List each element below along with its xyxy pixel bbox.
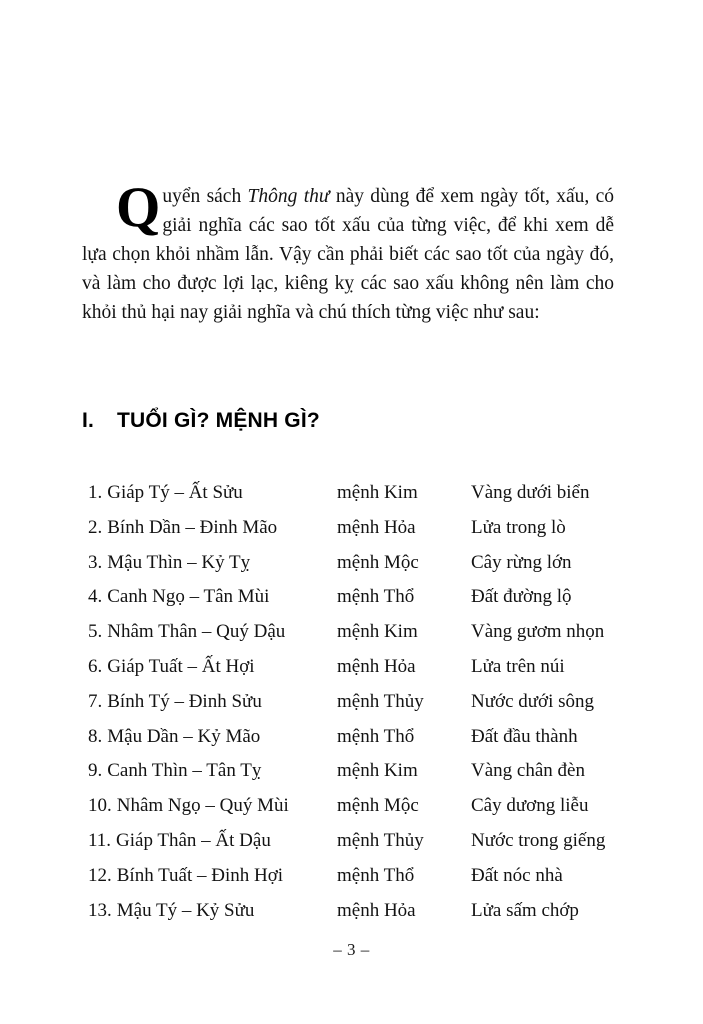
entry-row (88, 546, 628, 581)
entry-row (88, 894, 628, 929)
entry-pair-cell (88, 546, 250, 581)
entry-element-cell: mệnh Kim (337, 760, 418, 782)
entry-pair-label: Bính Tý – Đinh Sửu (107, 690, 262, 712)
entry-meaning-cell: Lửa sấm chớp (471, 899, 579, 921)
entry-meaning-cell: Vàng chân đèn (471, 760, 585, 782)
entry-element-cell: mệnh Thủy (337, 829, 424, 851)
entry-pair-label: Mậu Thìn – Kỷ Tỵ (107, 551, 251, 573)
intro-text-after-title: này dùng để xem ngày tốt, xấu, có giải nghĩa các sao tốt xấu của từng việc, để khi xem dễ lựa chọn khỏi nhầm lẫn. Vậy cần phải biết các sao tốt của ngày đó, và làm cho được lợi lạc, kiêng kỵ các sao xấu không nên làm cho khỏi thủ hại nay giải nghĩa và chú thích từng việc như sau: (82, 185, 614, 324)
zodiac-entries-list (88, 476, 628, 928)
entry-pair-label: Nhâm Thân – Quý Dậu (107, 621, 286, 643)
entry-element-cell: mệnh Mộc (337, 795, 419, 817)
entry-pair-label: Canh Ngọ – Tân Mùi (107, 586, 270, 608)
entry-element-cell: mệnh Thủy (337, 690, 424, 712)
entry-row (88, 685, 628, 720)
entry-row (88, 754, 628, 789)
entry-pair-cell (88, 894, 254, 929)
entry-meaning-cell: Nước trong giếng (471, 829, 606, 851)
entry-pair-label: Giáp Tý – Ất Sửu (107, 482, 243, 503)
entry-element-cell: mệnh Mộc (337, 551, 419, 573)
entry-meaning-cell: Lửa trên núi (471, 655, 565, 677)
intro-paragraph (82, 175, 614, 328)
entry-pair-label: Mậu Dần – Kỷ Mão (107, 725, 261, 747)
entry-pair-cell (88, 511, 277, 546)
entry-index: 2. (88, 516, 103, 538)
entry-element-cell: mệnh Kim (337, 482, 418, 503)
page-number: – 3 – (333, 940, 370, 959)
entry-meaning-cell: Nước dưới sông (471, 690, 595, 712)
entry-element-cell: mệnh Kim (337, 621, 418, 643)
entry-pair-label: Mậu Tý – Kỷ Sửu (116, 899, 255, 921)
entry-index: 3. (88, 551, 103, 573)
entry-index: 10. (88, 795, 112, 817)
entry-element-cell: mệnh Thổ (337, 725, 415, 747)
section-numeral: I. (82, 409, 95, 433)
entry-index: 7. (88, 690, 103, 712)
entry-pair-cell (88, 824, 271, 859)
entry-element-cell: mệnh Thổ (337, 864, 415, 886)
entry-meaning-cell: Cây rừng lớn (471, 551, 572, 573)
entry-pair-cell (88, 685, 262, 720)
entry-pair-cell (88, 650, 255, 685)
entry-row (88, 476, 628, 511)
entry-meaning-cell: Vàng dưới biển (471, 482, 590, 503)
entry-index: 5. (88, 621, 103, 643)
entry-pair-cell (88, 580, 269, 615)
entry-row (88, 824, 628, 859)
book-title-italic: Thông thư (247, 185, 330, 207)
intro-text-before-title: uyển sách (162, 185, 248, 207)
entry-pair-cell (88, 859, 283, 894)
entry-pair-cell (88, 789, 289, 824)
entry-pair-label: Nhâm Ngọ – Quý Mùi (116, 795, 289, 817)
entry-row (88, 615, 628, 650)
entry-row (88, 511, 628, 546)
entry-meaning-cell: Lửa trong lò (471, 516, 566, 538)
entry-element-cell: mệnh Hỏa (337, 899, 416, 921)
entry-meaning-cell: Cây dương liễu (471, 795, 589, 817)
entry-pair-cell (88, 615, 285, 650)
entry-row (88, 789, 628, 824)
entry-row (88, 650, 628, 685)
entry-meaning-cell: Đất nóc nhà (471, 864, 563, 886)
entry-index: 8. (88, 725, 103, 747)
entry-index: 4. (88, 586, 103, 608)
entry-row (88, 859, 628, 894)
entry-meaning-cell: Đất đầu thành (471, 725, 578, 747)
entry-row (88, 720, 628, 755)
entry-pair-label: Bính Tuất – Đinh Hợi (116, 864, 284, 886)
entry-pair-cell (88, 476, 243, 511)
entry-index: 12. (88, 864, 112, 886)
section-heading (82, 409, 320, 433)
entry-pair-label: Giáp Thân – Ất Dậu (116, 829, 271, 851)
section-title: TUỔI GÌ? MỆNH GÌ? (117, 409, 320, 433)
entry-pair-cell (88, 720, 260, 755)
drop-cap: Q (116, 175, 161, 239)
entry-element-cell: mệnh Hỏa (337, 516, 416, 538)
entry-element-cell: mệnh Hỏa (337, 655, 416, 677)
entry-pair-label: Giáp Tuất – Ất Hợi (107, 655, 255, 677)
entry-index: 1. (88, 482, 103, 503)
entry-pair-cell (88, 754, 261, 789)
entry-index: 13. (88, 899, 112, 921)
entry-element-cell: mệnh Thổ (337, 586, 415, 608)
entry-pair-label: Bính Dần – Đinh Mão (107, 516, 278, 538)
entry-pair-label: Canh Thìn – Tân Tỵ (107, 760, 262, 782)
entry-index: 9. (88, 760, 103, 782)
entry-row (88, 580, 628, 615)
entry-index: 11. (88, 829, 112, 851)
entry-meaning-cell: Đất đường lộ (471, 586, 572, 608)
entry-index: 6. (88, 655, 103, 677)
entry-meaning-cell: Vàng gươm nhọn (471, 621, 605, 643)
